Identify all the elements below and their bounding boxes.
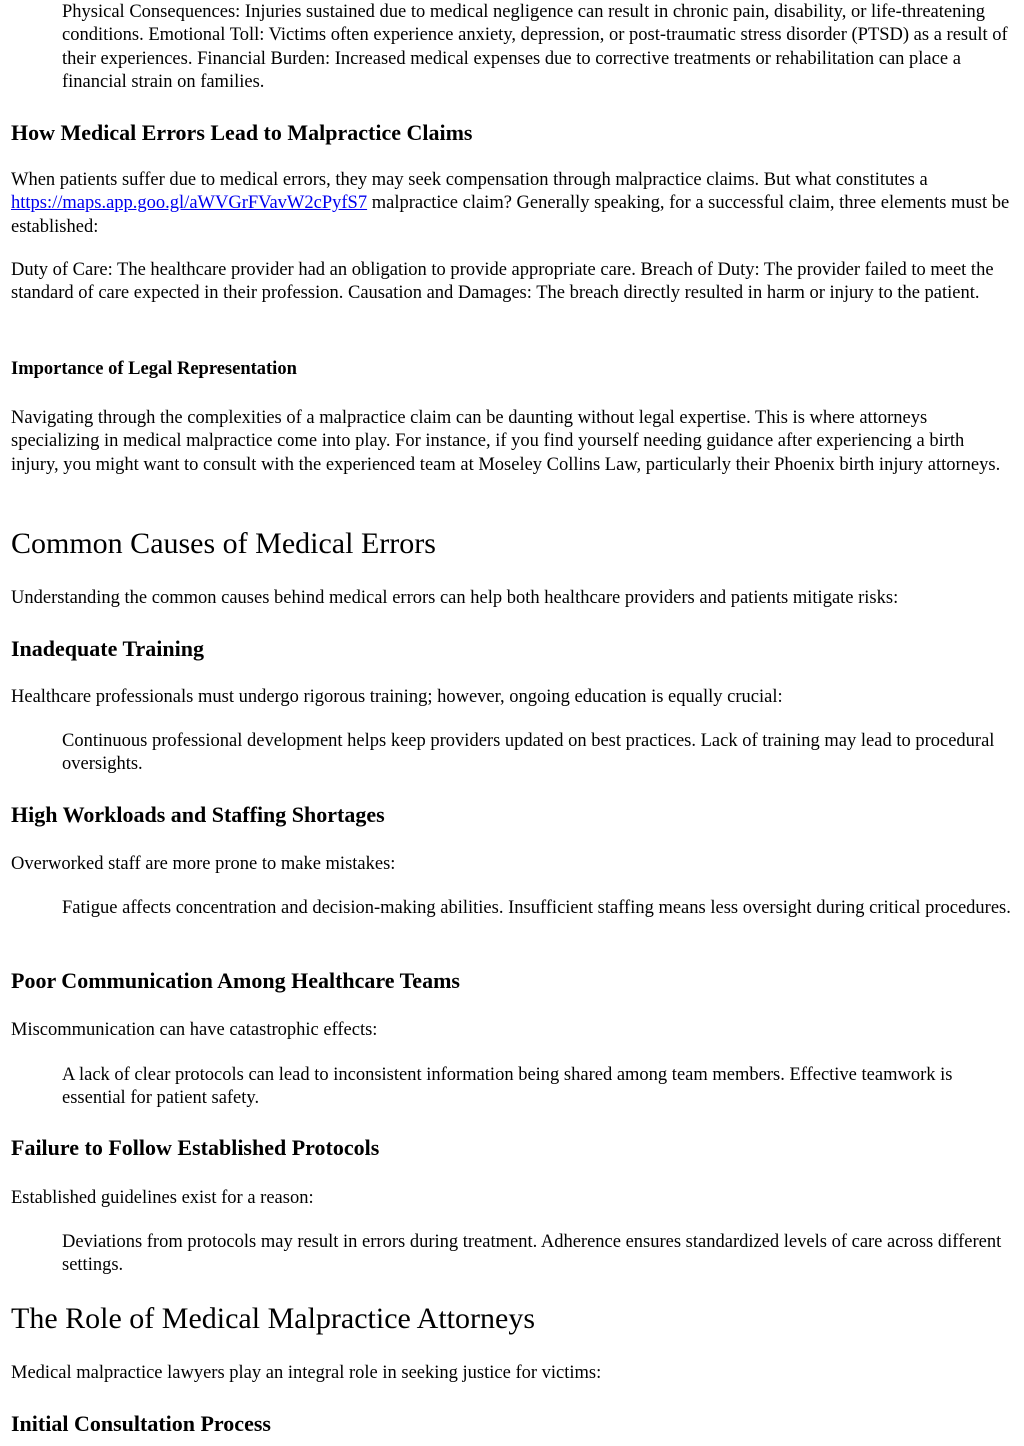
common-causes-intro: Understanding the common causes behind medical errors can help both healthcare providers and patients mitigate risks: — [11, 588, 899, 608]
communication-intro: Miscommunication can have catastrophic effects: — [11, 1020, 378, 1040]
role-intro: Medical malpractice lawyers play an integral role in seeking justice for victims: — [11, 1363, 602, 1383]
common-causes-heading: Common Causes of Medical Errors — [11, 527, 436, 560]
how-errors-heading: How Medical Errors Lead to Malpractice Claims — [11, 120, 473, 145]
protocols-detail: Deviations from protocols may result in errors during treatment. Adherence ensures standardized levels of care across different settings. — [62, 1232, 1002, 1276]
communication-heading: Poor Communication Among Healthcare Teams — [11, 968, 460, 993]
legal-rep-heading: Importance of Legal Representation — [11, 359, 297, 379]
training-detail: Continuous professional development helps keep providers updated on best practices. Lack of training may lead to procedural oversights. — [62, 731, 995, 775]
workloads-intro: Overworked staff are more prone to make mistakes: — [11, 854, 396, 874]
claims-intro-after: malpractice claim? Generally speaking, for a successful claim, three elements must be established: — [11, 193, 1010, 237]
role-heading: The Role of Medical Malpractice Attorneys — [11, 1302, 535, 1335]
workloads-detail: Fatigue affects concentration and decision-making abilities. Insufficient staffing means less oversight during critical procedures. — [62, 898, 1011, 918]
protocols-intro: Established guidelines exist for a reason: — [11, 1188, 314, 1208]
claims-intro-before: When patients suffer due to medical errors, they may seek compensation through malpractice claims. But what constitutes a — [11, 170, 928, 190]
physical-consequences-paragraph: Physical Consequences: Injuries sustained due to medical negligence can result in chronic pain, disability, or life-threatening conditions. Emotional Toll: Victims often experience anxiety, depression, or post-traumatic stress disorder (PTSD) as a result of their experiences. Financial Burden: Increased medical expenses due to corrective treatments or rehabilitation can place a financial strain on families. — [62, 2, 1008, 92]
claims-intro-paragraph — [11, 169, 1014, 239]
training-heading: Inadequate Training — [11, 636, 204, 661]
training-intro: Healthcare professionals must undergo rigorous training; however, ongoing education is equally crucial: — [11, 687, 783, 707]
maps-link[interactable]: https://maps.app.goo.gl/aWVGrFVavW2cPyfS7 — [11, 193, 368, 214]
legal-rep-paragraph: Navigating through the complexities of a malpractice claim can be daunting without legal expertise. This is where attorneys specializing in medical malpractice come into play. For instance, if you find yourself needing guidance after experiencing a birth injury, you might want to consult with the experienced team at Moseley Collins Law, particularly their Phoenix birth injury attorneys. — [11, 408, 1001, 475]
communication-detail: A lack of clear protocols can lead to inconsistent information being shared among team members. Effective teamwork is essential for patient safety. — [62, 1065, 953, 1109]
protocols-heading: Failure to Follow Established Protocols — [11, 1135, 380, 1160]
elements-paragraph: Duty of Care: The healthcare provider had an obligation to provide appropriate care. Breach of Duty: The provider failed to meet the standard of care expected in their profession. Causation and Damages: The breach directly resulted in harm or injury to the patient. — [11, 260, 994, 304]
consultation-heading: Initial Consultation Process — [11, 1411, 271, 1436]
workloads-heading: High Workloads and Staffing Shortages — [11, 802, 385, 827]
